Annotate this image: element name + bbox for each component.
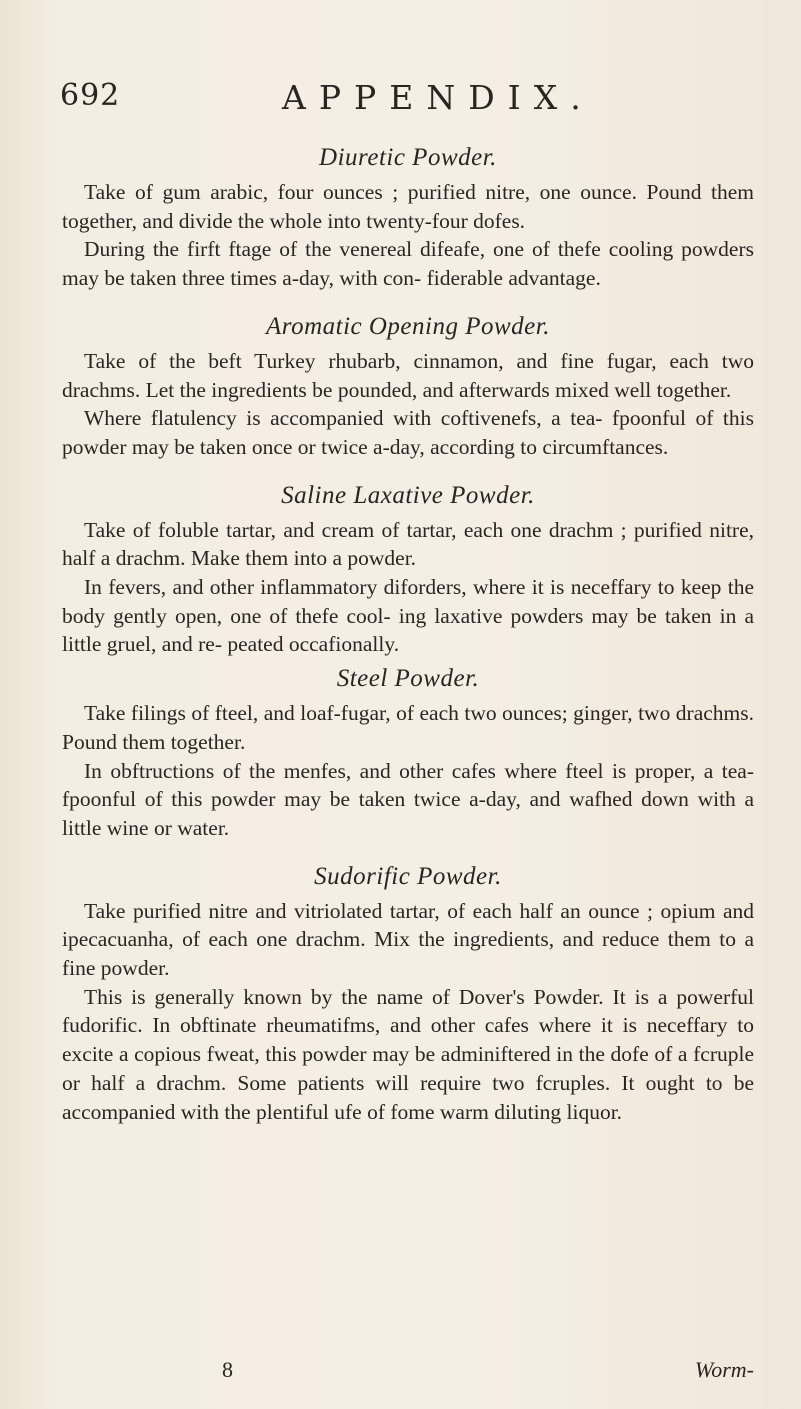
section-aromatic-opening-powder — [62, 311, 754, 462]
paragraph: Take of gum arabic, four ounces ; purified nitre, one ounce. Pound them together, and divide the whole into twenty-four dofes. — [62, 180, 754, 233]
paragraph: Take of the beft Turkey rhubarb, cinnamon, and fine fugar, each two drachms. Let the ingredients be pounded, and afterwards mixed well together. — [62, 348, 754, 402]
paragraph: Where flatulency is accompanied with coftivenefs, a tea- fpoonful of this powder may be taken once or twice a-day, according to circumftances. — [62, 406, 754, 459]
paragraph: In obftructions of the menfes, and other cafes where fteel is proper, a tea-fpoonful of this powder may be taken twice a-day, and wafhed down with a little wine or water. — [62, 758, 754, 840]
section-title: Sudorific Powder. — [314, 862, 502, 890]
catchword: Worm- — [694, 1357, 754, 1382]
section-title: Aromatic Opening Powder. — [266, 312, 550, 340]
page-content — [62, 138, 754, 1126]
section-title: Steel Powder. — [336, 665, 480, 693]
section-title: Diuretic Powder. — [319, 144, 497, 171]
page-number: 692 — [60, 78, 121, 113]
section-diuretic-powder — [62, 142, 754, 293]
paragraph: During the firft ftage of the venereal difeafe, one of thefe cooling powders may be taken three times a-day, with con- fiderable advantage. — [62, 237, 754, 291]
running-head: APPENDIX. — [282, 78, 594, 117]
section-steel-powder — [62, 663, 754, 843]
page-footer — [62, 1357, 754, 1387]
section-title: Saline Laxative Powder. — [281, 481, 535, 509]
paragraph: Take filings of fteel, and loaf-fugar, of each two ounces; ginger, two drachms. Pound them together. — [62, 701, 754, 754]
paragraph: In fevers, and other inflammatory diforders, where it is neceffary to keep the body gently open, one of thefe cool- ing laxative powders may be taken in a little gruel, and re- peated occafionally. — [62, 575, 754, 657]
paragraph: Take purified nitre and vitriolated tartar, of each half an ounce ; opium and ipecacuanha, of each one drachm. Mix the ingredients, and reduce them to a fine powder. — [62, 898, 754, 981]
section-sudorific-powder — [62, 861, 754, 1127]
paragraph: Take of foluble tartar, and cream of tartar, each one drachm ; purified nitre, half a drachm. Make them into a powder. — [62, 517, 754, 571]
signature-mark: 8 — [222, 1357, 233, 1382]
section-saline-laxative-powder — [62, 480, 754, 660]
paragraph: This is generally known by the name of Dover's Powder. It is a powerful fudorific. In obftinate rheumatifms, and other cafes where it is neceffary to excite a copious fweat, this powder may be adminiftered in the dofe of a fcruple or half a drachm. Some patients will require two fcruples. It ought to be accompanied with the plentiful ufe of fome warm diluting liquor. — [62, 984, 754, 1124]
page-header — [60, 78, 760, 118]
